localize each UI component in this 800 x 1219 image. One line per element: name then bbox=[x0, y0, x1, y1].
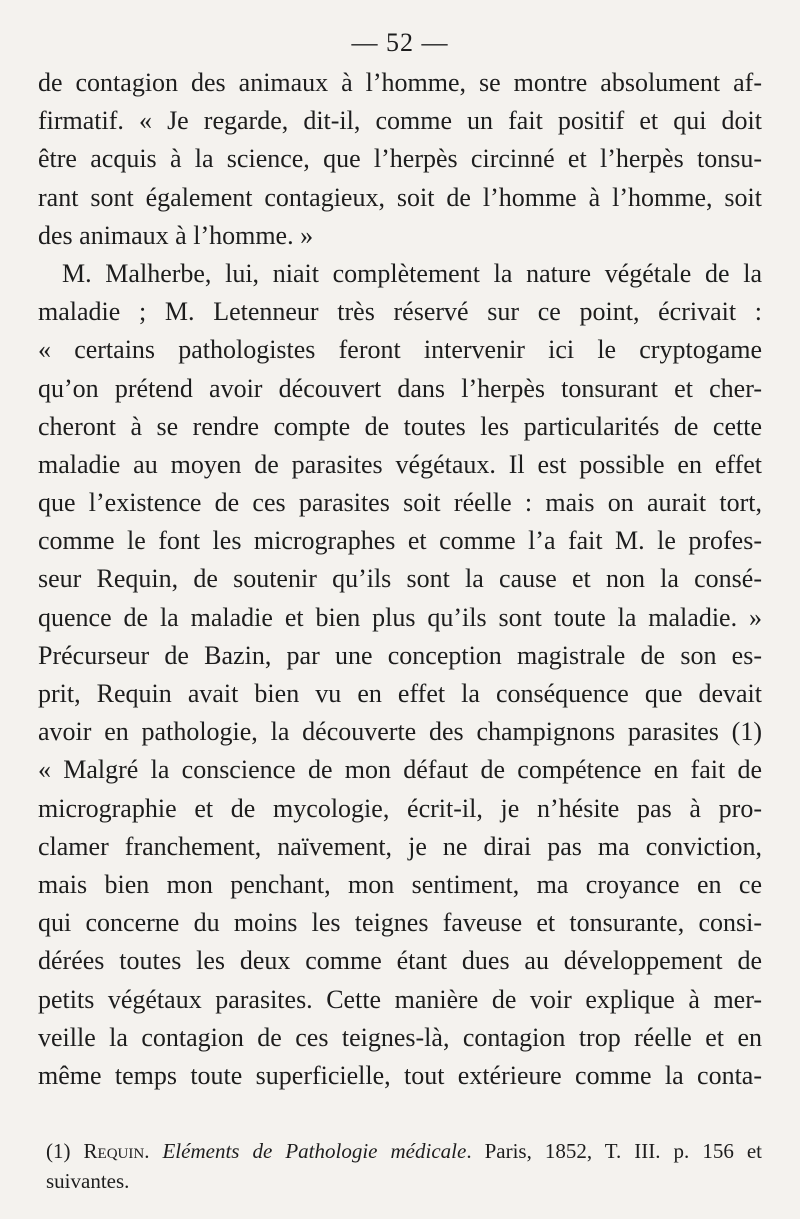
text-line: dérées toutes les deux comme étant dues au développement de bbox=[38, 946, 762, 976]
footnote-continuation: suivantes. bbox=[46, 1169, 130, 1193]
text-line: « certains pathologistes feront intervenir ici le cryptogame bbox=[38, 335, 762, 365]
text-line: seur Requin, de soutenir qu’ils sont la cause et non la consé- bbox=[38, 564, 762, 594]
text-line: clamer franchement, naïvement, je ne dirai pas ma conviction, bbox=[38, 831, 762, 861]
text-line: petits végétaux parasites. Cette manière de voir explique à mer- bbox=[38, 984, 762, 1014]
text-line: comme le font les micrographes et comme l’a fait M. le profes- bbox=[38, 526, 762, 556]
text-line: maladie au moyen de parasites végétaux. Il est possible en effet bbox=[38, 449, 762, 479]
text-line: mais bien mon penchant, mon sentiment, ma croyance en ce bbox=[38, 869, 762, 899]
text-line: qui concerne du moins les teignes faveuse et tonsurante, consi- bbox=[38, 908, 762, 938]
footnote-title: Eléments de Pathologie médicale bbox=[162, 1139, 467, 1163]
footnote-line: (1) Requin. Eléments de Pathologie médicale. Paris, 1852, T. III. p. 156 et bbox=[46, 1139, 763, 1163]
text-line: cheront à se rendre compte de toutes les particularités de cette bbox=[38, 411, 762, 441]
text-line: maladie ; M. Letenneur très réservé sur ce point, écrivait : bbox=[38, 297, 762, 327]
text-line: quence de la maladie et bien plus qu’ils sont toute la maladie. » bbox=[38, 602, 762, 632]
text-line: prit, Requin avait bien vu en effet la conséquence que devait bbox=[38, 679, 762, 708]
text-line: rant sont également contagieux, soit de l’homme à l’homme, soit bbox=[38, 182, 762, 212]
text-line: avoir en pathologie, la découverte des champignons parasites (1) bbox=[38, 717, 762, 747]
text-line: de contagion des animaux à l’homme, se montre absolument af- bbox=[38, 68, 762, 97]
text-line: des animaux à l’homme. » bbox=[38, 220, 314, 250]
text-line: que l’existence de ces parasites soit réelle : mais on aurait tort, bbox=[38, 488, 762, 518]
text-line: être acquis à la science, que l’herpès circinné et l’herpès tonsu- bbox=[38, 144, 762, 174]
text-line: firmatif. « Je regarde, dit-il, comme un fait positif et qui doit bbox=[38, 106, 762, 136]
footnote bbox=[46, 1136, 762, 1196]
text-line: M. Malherbe, lui, niait complètement la nature végétale de la bbox=[62, 258, 762, 288]
footnote-marker: (1) bbox=[46, 1139, 71, 1163]
text-line: Précurseur de Bazin, par une conception magistrale de son es- bbox=[38, 640, 762, 670]
page-number: — 52 — bbox=[351, 28, 449, 57]
footnote-author: Requin bbox=[83, 1139, 145, 1163]
text-line: veille la contagion de ces teignes-là, contagion trop réelle et en bbox=[38, 1022, 762, 1052]
footnote-details: . Paris, 1852, T. III. p. 156 et bbox=[466, 1139, 763, 1163]
text-line: qu’on prétend avoir découvert dans l’herpès tonsurant et cher- bbox=[38, 373, 762, 403]
text-line: même temps toute superficielle, tout extérieure comme la conta- bbox=[38, 1060, 762, 1090]
text-line: « Malgré la conscience de mon défaut de compétence en fait de bbox=[38, 755, 762, 785]
body-text bbox=[38, 64, 762, 1095]
text-line: micrographie et de mycologie, écrit-il, je n’hésite pas à pro- bbox=[38, 793, 762, 823]
